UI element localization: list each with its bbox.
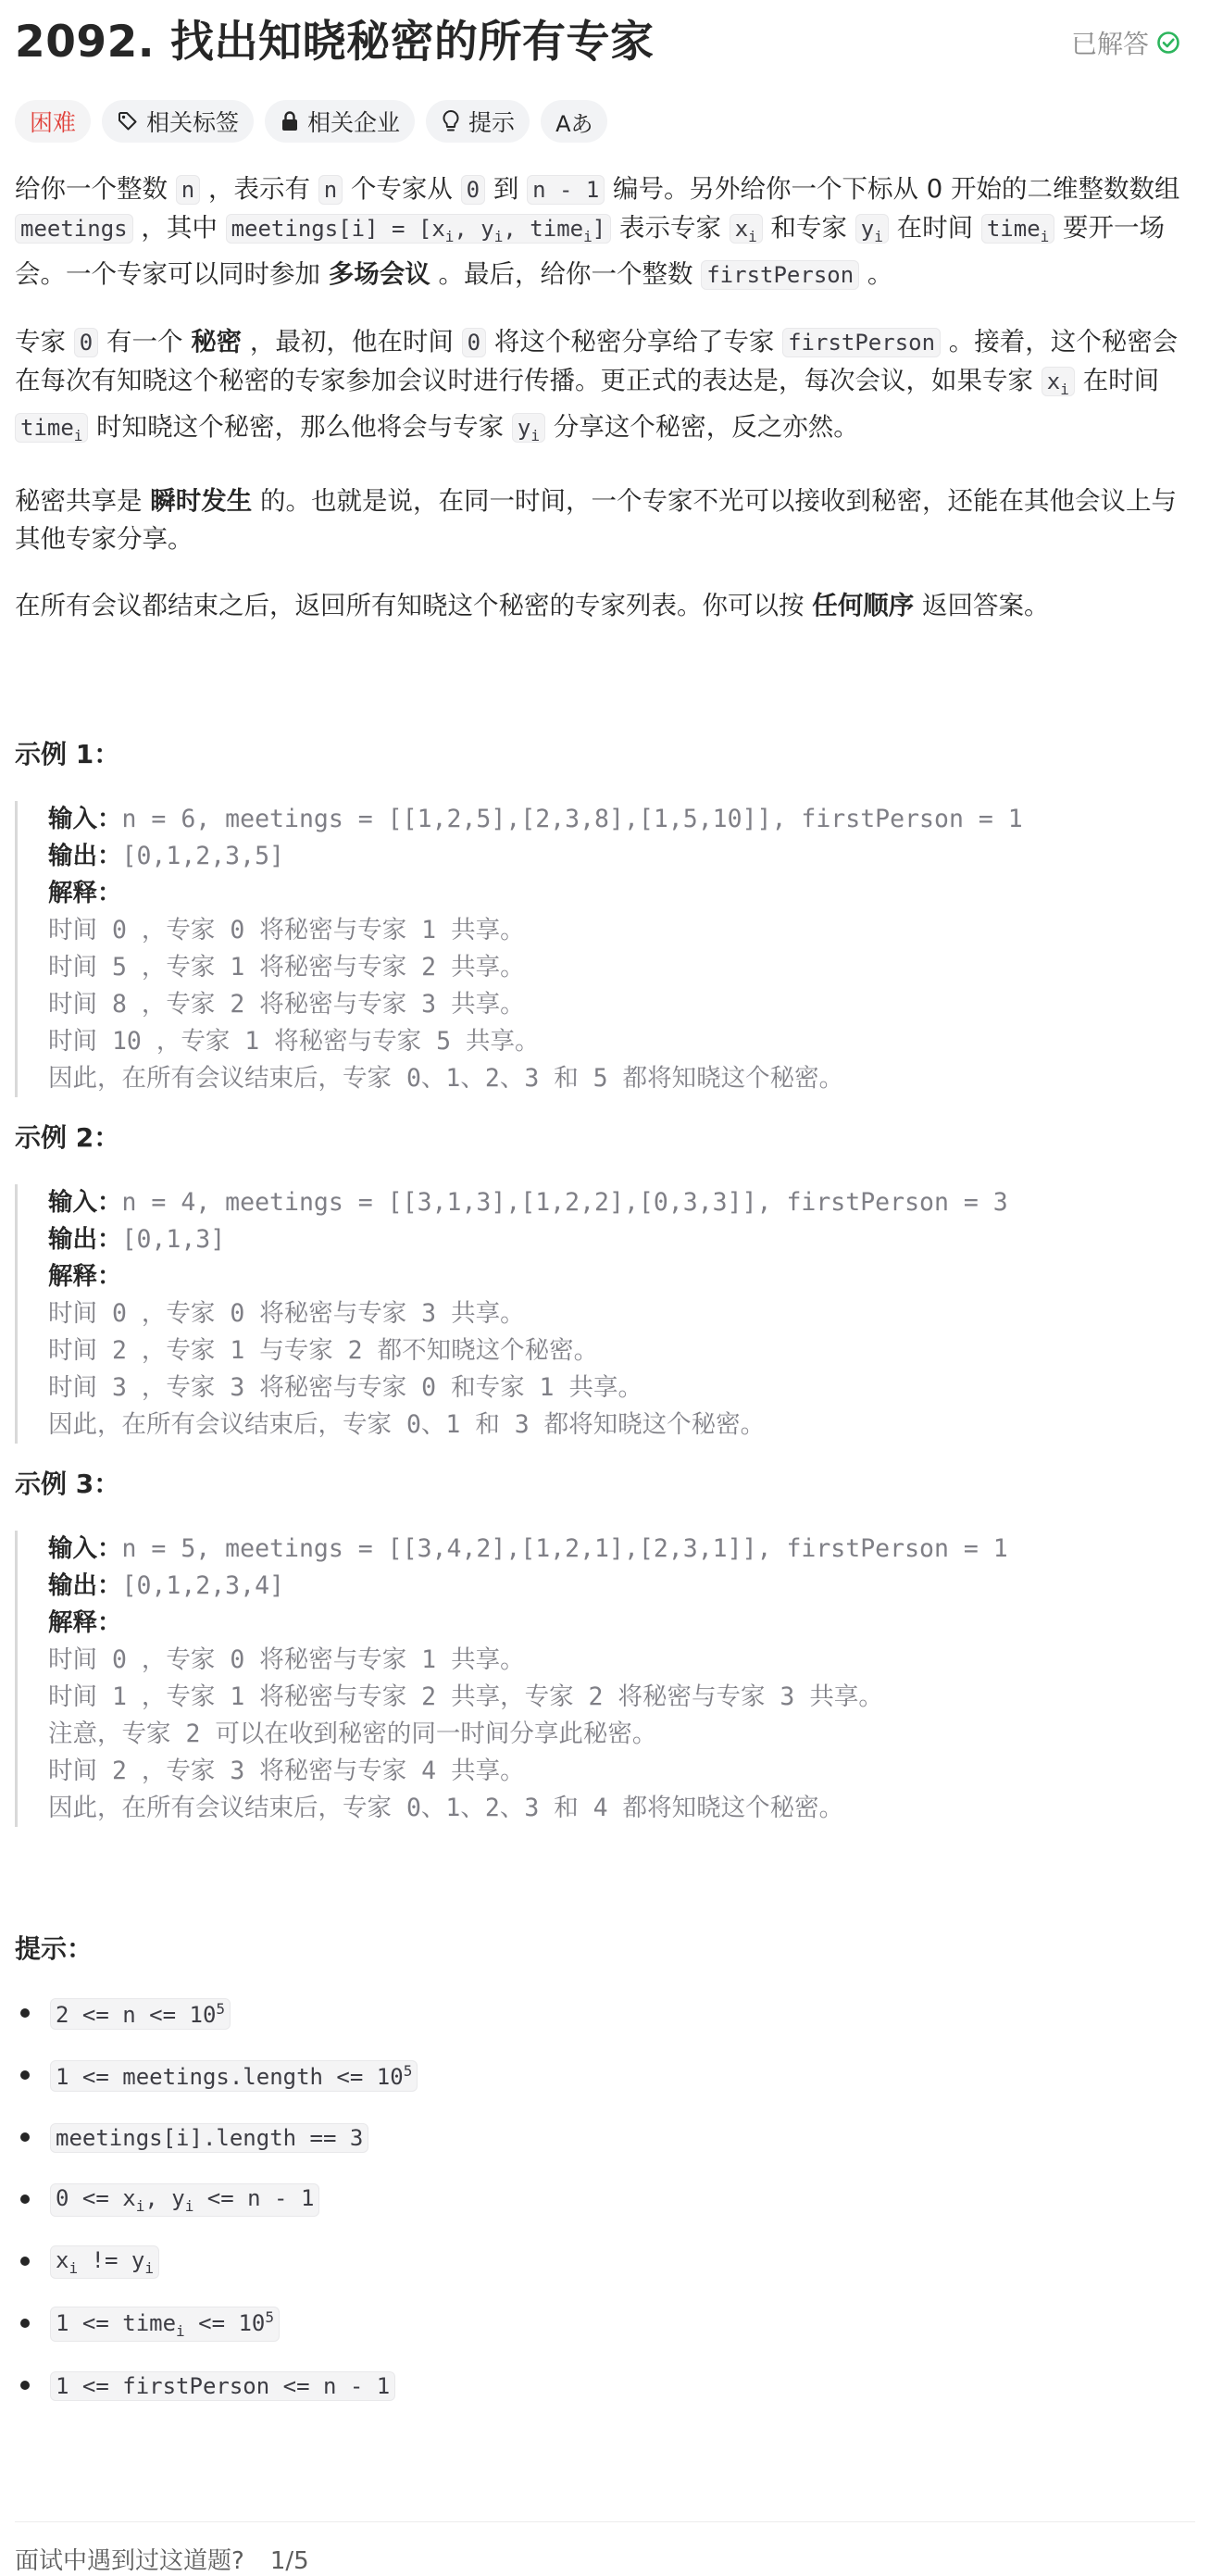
example-input-line <box>48 801 1195 838</box>
difficulty-badge: 困难 <box>15 100 91 143</box>
text: , y <box>144 2184 185 2211</box>
inline-code: firstPerson <box>782 328 941 357</box>
example-input-line <box>48 1184 1195 1221</box>
subscript: i <box>73 426 83 444</box>
inline-code: meetings[i].length == 3 <box>50 2123 368 2153</box>
superscript: 5 <box>216 1999 226 2018</box>
text: 和专家 <box>762 213 855 243</box>
text: time <box>20 414 74 441</box>
inline-code <box>1042 367 1075 396</box>
explanation-line: 因此，在所有会议结束后，专家 0、1 和 3 都将知晓这个秘密。 <box>48 1410 766 1440</box>
subscript: i <box>444 227 455 245</box>
subscript: i <box>874 227 883 245</box>
explanation-line: 时间 8 ，专家 2 将秘密与专家 3 共享。 <box>48 990 525 1019</box>
explanation-line: 时间 0 ，专家 0 将秘密与专家 1 共享。 <box>48 1645 525 1675</box>
bold-text: 任何顺序 <box>812 591 915 621</box>
text: 到 <box>485 174 528 204</box>
text: 编号。另外给你一个下标从 0 开始的二维整数数组 <box>605 174 1180 204</box>
subscript: i <box>144 2258 154 2277</box>
constraints-title: 提示： <box>15 1933 94 1965</box>
example-3-title: 示例 3： <box>15 1469 120 1500</box>
text: 0 <= x <box>56 2184 136 2211</box>
footer-divider <box>15 2521 1195 2522</box>
text: x <box>734 216 749 242</box>
text: <= 10 <box>184 2309 266 2336</box>
translate-icon: Aあ <box>555 110 593 137</box>
tag-bar <box>15 98 1195 144</box>
input-label: 输入： <box>48 1188 122 1218</box>
inline-code: firstPerson <box>701 260 859 290</box>
inline-code: n - 1 <box>527 175 605 205</box>
subscript: i <box>530 426 541 444</box>
text: 秘密共享是 <box>15 486 151 517</box>
companies-tag-label: 相关企业 <box>307 109 401 136</box>
explanation-line: 时间 2 ，专家 1 与专家 2 都不知晓这个秘密。 <box>48 1336 599 1366</box>
hint-tag-label: 提示 <box>468 109 516 136</box>
example-1-title: 示例 1： <box>15 739 120 770</box>
text: 表示专家 <box>611 213 730 243</box>
example-output-line <box>48 1221 1195 1258</box>
text: meetings[i] = [x <box>231 216 445 242</box>
inline-code <box>50 1998 231 2030</box>
subscript: i <box>583 227 593 245</box>
text: y <box>517 414 531 441</box>
translate-button[interactable] <box>541 100 607 143</box>
explanation-line: 时间 0 ，专家 0 将秘密与专家 1 共享。 <box>48 916 525 945</box>
text: != y <box>78 2246 145 2273</box>
example-output-line <box>48 1568 1195 1605</box>
text: time <box>986 216 1041 242</box>
input-label: 输入： <box>48 805 122 834</box>
tag-icon <box>117 110 139 132</box>
subscript: i <box>184 2196 194 2215</box>
text: 返回答案。 <box>914 591 1050 621</box>
superscript: 5 <box>265 2307 275 2326</box>
solved-label: 已解答 <box>1070 29 1149 59</box>
inline-code <box>50 2245 159 2279</box>
inline-code: n <box>176 175 200 205</box>
text: 在所有会议都结束之后，返回所有知晓这个秘密的专家列表。你可以按 <box>15 591 813 621</box>
text: x <box>56 2246 69 2273</box>
example-output: [0,1,2,3,5] <box>121 842 284 871</box>
list-item <box>15 1982 1195 2045</box>
text: 1 <= meetings.length <= 10 <box>56 2063 404 2090</box>
example-explain-line <box>48 875 1195 912</box>
subscript: i <box>493 227 504 245</box>
text: y <box>860 216 875 242</box>
text: 1 <= time <box>56 2309 177 2336</box>
explanation-line: 因此，在所有会议结束后，专家 0、1、2、3 和 4 都将知晓这个秘密。 <box>48 1794 844 1823</box>
explanation-line: 时间 10 ，专家 1 将秘密与专家 5 共享。 <box>48 1027 540 1057</box>
list-item <box>15 2293 1195 2355</box>
example-input-line <box>48 1531 1195 1568</box>
text: 分享这个秘密，反之亦然。 <box>545 411 859 442</box>
text: 专家 <box>15 326 74 356</box>
inline-code <box>226 214 612 244</box>
inline-code <box>15 413 88 443</box>
explanation-line: 时间 5 ，专家 1 将秘密与专家 2 共享。 <box>48 953 525 982</box>
problem-description <box>15 170 1195 625</box>
output-label: 输出： <box>48 842 122 871</box>
explanation-line: 时间 1 ，专家 1 将秘密与专家 2 共享，专家 2 将秘密与专家 3 共享。 <box>48 1682 883 1712</box>
example-explain-line <box>48 1258 1195 1295</box>
inline-code: n <box>318 175 343 205</box>
bold-text: 瞬时发生 <box>150 486 253 517</box>
text: x <box>1046 368 1061 394</box>
example-input: n = 5, meetings = [[3,4,2],[1,2,1],[2,3,1]], firstPerson = 1 <box>121 1534 1008 1564</box>
explanation-line: 时间 2 ，专家 3 将秘密与专家 4 共享。 <box>48 1757 525 1786</box>
text: 有一个 <box>98 326 192 356</box>
list-item <box>15 2045 1195 2107</box>
example-output-line <box>48 838 1195 875</box>
list-item <box>15 2355 1195 2417</box>
text: , time <box>503 216 584 242</box>
check-circle-icon <box>1156 31 1180 55</box>
text: 时知晓这个秘密，那么他将会与专家 <box>88 411 512 442</box>
explain-label: 解释： <box>48 1608 122 1638</box>
example-2-block <box>15 1184 1195 1444</box>
text: 给你一个整数 <box>15 174 176 204</box>
inline-code: 0 <box>461 175 485 205</box>
text: <= n - 1 <box>193 2184 315 2211</box>
text: 要开一场会。一个专家可以同时参加 <box>15 213 1166 289</box>
subscript: i <box>176 2321 185 2340</box>
inline-code <box>981 214 1054 244</box>
explanation-line: 因此，在所有会议结束后，专家 0、1、2、3 和 5 都将知晓这个秘密。 <box>48 1064 844 1094</box>
list-item <box>15 2169 1195 2231</box>
example-output: [0,1,3] <box>121 1225 226 1255</box>
text: ，表示有 <box>200 174 318 204</box>
interview-count: 1/5 <box>269 2547 309 2575</box>
interview-question: 面试中遇到过这道题? <box>15 2547 244 2575</box>
text: 的。也就是说，在同一时间，一个专家不光可以接收到秘密，还能在其他会议上与其他专家分享。 <box>15 486 1177 555</box>
inline-code <box>730 214 763 244</box>
text: 。最后，给你一个整数 <box>430 258 702 289</box>
description-paragraph-3 <box>15 482 1195 558</box>
output-label: 输出： <box>48 1571 122 1601</box>
output-label: 输出： <box>48 1225 122 1255</box>
text: 个专家从 <box>343 174 461 204</box>
problem-header <box>15 0 1195 85</box>
text: 。 <box>859 258 893 289</box>
text: 。接着，这个秘密会在每次有知晓这个秘密的专家参加会议时进行传播。更正式的表达是，每次会议，如果专家 <box>15 326 1179 395</box>
description-paragraph-2 <box>15 323 1195 455</box>
inline-code <box>512 413 545 443</box>
superscript: 5 <box>403 2061 413 2080</box>
example-2-title: 示例 2： <box>15 1122 120 1154</box>
text: ，最初，他在时间 <box>242 326 462 356</box>
text: 在时间 <box>1074 365 1160 395</box>
text: 在时间 <box>888 213 981 243</box>
description-paragraph-1 <box>15 170 1195 294</box>
explanation-line: 时间 3 ，专家 3 将秘密与专家 0 和专家 1 共享。 <box>48 1373 642 1403</box>
inline-code <box>855 214 889 244</box>
topics-tag-button[interactable] <box>102 100 254 143</box>
inline-code: 0 <box>462 328 486 357</box>
example-input: n = 6, meetings = [[1,2,5],[2,3,8],[1,5,10]], firstPerson = 1 <box>121 805 1023 834</box>
subscript: i <box>1040 227 1050 245</box>
example-output: [0,1,2,3,4] <box>121 1571 284 1601</box>
example-input: n = 4, meetings = [[3,1,3],[1,2,2],[0,3,3]], firstPerson = 3 <box>121 1188 1008 1218</box>
list-item <box>15 2107 1195 2169</box>
text: , y <box>454 216 494 242</box>
subscript: i <box>135 2196 145 2215</box>
inline-code <box>50 2060 418 2092</box>
subscript: i <box>1060 380 1069 398</box>
inline-code: meetings <box>15 214 133 244</box>
inline-code <box>50 2307 280 2342</box>
list-item <box>15 2231 1195 2293</box>
text: ，其中 <box>132 213 226 243</box>
inline-code: 0 <box>74 328 98 357</box>
example-explain-line <box>48 1605 1195 1642</box>
subscript: i <box>748 227 757 245</box>
explanation-line: 时间 0 ，专家 0 将秘密与专家 3 共享。 <box>48 1299 525 1329</box>
explain-label: 解释： <box>48 1262 122 1292</box>
solved-status <box>1071 24 1180 61</box>
description-paragraph-4 <box>15 587 1195 625</box>
inline-code <box>50 2183 319 2217</box>
subscript: i <box>69 2258 79 2277</box>
explain-label: 解释： <box>48 879 122 908</box>
example-1-block <box>15 801 1195 1097</box>
text: 2 <= n <= 10 <box>56 2001 217 2028</box>
hint-tag-button[interactable] <box>426 100 530 143</box>
bold-text: 秘密 <box>191 326 243 356</box>
example-3-block <box>15 1531 1195 1827</box>
text: 将这个秘密分享给了专家 <box>486 326 783 356</box>
inline-code: 1 <= firstPerson <= n - 1 <box>50 2371 395 2401</box>
bold-text: 多场会议 <box>328 258 430 289</box>
constraints-list <box>15 1982 1195 2417</box>
lightbulb-icon <box>441 109 461 133</box>
topics-tag-label: 相关标签 <box>146 109 240 136</box>
text: ] <box>592 216 606 242</box>
problem-title[interactable]: 2092. 找出知晓秘密的所有专家 <box>15 17 655 68</box>
companies-tag-button[interactable] <box>265 100 415 143</box>
input-label: 输入： <box>48 1534 122 1564</box>
explanation-line: 注意，专家 2 可以在收到秘密的同一时间分享此秘密。 <box>48 1719 657 1749</box>
lock-icon <box>280 110 300 132</box>
interview-feedback[interactable] <box>15 2542 309 2576</box>
